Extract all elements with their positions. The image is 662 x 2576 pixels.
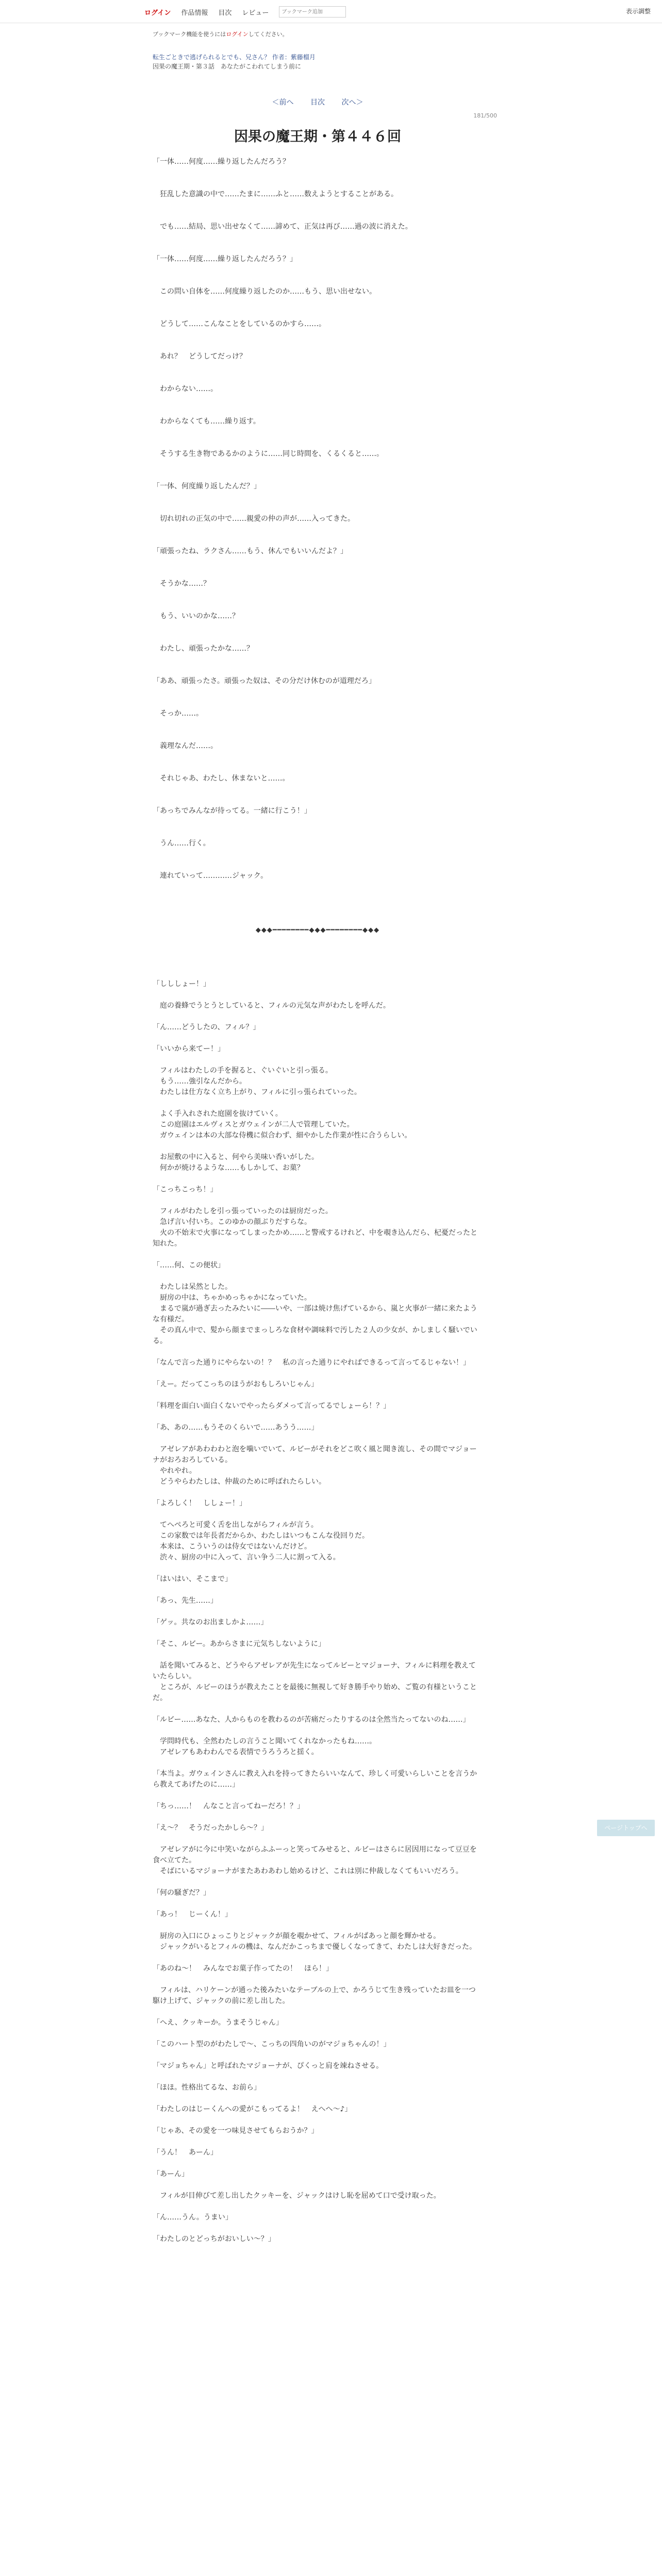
body-paragraph: 「マジョちゃん」と呼ばれたマジョーナが、ぴくっと肩を竦ねさせる。 xyxy=(153,2062,384,2070)
body-paragraph xyxy=(153,362,483,373)
body-paragraph xyxy=(153,1704,483,1715)
body-paragraph: 「あっ！ じーくん！」 xyxy=(153,1910,232,1919)
scene-separator: ◆◆◆━━━━━━━━◆◆◆━━━━━━━━◆◆◆ xyxy=(255,926,380,934)
page-top-button[interactable]: ページトップへ xyxy=(597,1820,655,1836)
body-paragraph: 「ルビー……あなた、人からものを教わるのが苦痛だったりするのは全然当たってないのね……」 xyxy=(153,1716,470,1724)
body-paragraph: 「このハート型のがわたしで～、こっちの四角いのがマジョちゃんの！」 xyxy=(153,2040,391,2048)
body-paragraph xyxy=(153,1098,483,1109)
body-paragraph: 「あーん」 xyxy=(153,2170,189,2178)
body-paragraph xyxy=(153,2007,483,2018)
body-paragraph xyxy=(153,460,483,470)
body-paragraph: 「そこ、ルビー。あからさまに元気ちしないように」 xyxy=(153,1640,325,1648)
body-paragraph: それじゃあ、わたし、休まないと……。 xyxy=(153,774,290,783)
body-paragraph: よく手入れされた庭園を抜けていく。 xyxy=(153,1110,283,1118)
body-paragraph xyxy=(153,730,483,741)
body-paragraph: 厨房の入口にひょっこりとジャックが顔を覗かせて、フィルがぱあっと顔を輝かせる。 xyxy=(153,1932,441,1940)
body-paragraph: 「えー。だってこっちのほうがおもしろいじゃん」 xyxy=(153,1380,319,1388)
body-paragraph xyxy=(153,2180,483,2191)
body-paragraph xyxy=(153,1509,483,1520)
body-paragraph xyxy=(153,795,483,806)
body-paragraph xyxy=(153,1271,483,1282)
body-paragraph: 「一体……何度……繰り返したんだろう？ xyxy=(153,158,290,166)
body-paragraph: 「頑張ったね、ラクさん……もう、休んでもいいんだよ？」 xyxy=(153,547,347,555)
body-paragraph xyxy=(153,211,483,222)
login-link[interactable]: ログイン xyxy=(144,9,171,17)
body-paragraph xyxy=(153,1141,483,1152)
body-paragraph xyxy=(153,1487,483,1498)
body-paragraph: フィルは、ハリケーンが通った後みたいなテーブルの上で、かろうじて生き残っていたお皿を一つ駆け上げて、ジャックの前に差し出した。 xyxy=(153,1986,476,2005)
top-navbar xyxy=(0,0,662,23)
body-paragraph xyxy=(153,167,483,178)
body-paragraph: お屋敷の中に入ると、何やら美味い香いがした。 xyxy=(153,1153,319,1161)
body-paragraph xyxy=(153,524,483,535)
body-paragraph: まるで嵐が過ぎ去ったみたいに――いや、一部は焼け焦げているから、嵐と火事が一緒に来たような有様だ。 xyxy=(153,1304,477,1324)
body-paragraph xyxy=(153,654,483,665)
body-paragraph: 火の不始末で火事になってしまったかめ……と警戒するけれど、中を覗き込んだら、杞憂だったと知れた。 xyxy=(153,1229,477,1248)
body-paragraph xyxy=(153,892,483,903)
author-link[interactable]: 紫藤榴月 xyxy=(290,54,316,61)
body-paragraph: もう、いいのかな……？ xyxy=(153,612,239,620)
prev-link[interactable]: ＜前へ xyxy=(272,98,294,107)
body-paragraph: 「ちっ……！ んなこと言ってねーだろ！？」 xyxy=(153,1802,304,1810)
body-paragraph xyxy=(153,1011,483,1022)
body-paragraph: ところが、ルビーのほうが教えたことを最後に無視して好き勝手やり始め、ご覧の有様ということだ。 xyxy=(153,1683,477,1702)
body-paragraph: 「一体……何度……繰り返したんだろう？」 xyxy=(153,255,297,263)
body-paragraph xyxy=(153,438,483,449)
body-paragraph xyxy=(153,687,483,698)
body-paragraph: うん……行く。 xyxy=(153,839,210,848)
body-paragraph xyxy=(153,200,483,211)
body-paragraph xyxy=(153,492,483,503)
body-paragraph: 狂乱した意識の中で……たまに……ふと……数えようとすることがある。 xyxy=(153,190,398,198)
body-paragraph xyxy=(153,1834,483,1844)
body-paragraph: 「なんで言った通りにやらないの！？ 私の言った通りにやればできるって言ってるじゃない！」 xyxy=(153,1359,470,1367)
body-paragraph: 「いいから来てー！」 xyxy=(153,1045,225,1053)
body-paragraph xyxy=(153,395,483,405)
body-paragraph xyxy=(153,2115,483,2126)
body-paragraph xyxy=(153,1758,483,1769)
body-paragraph: 何かが焼けるような……もしかして、お菓？ xyxy=(153,1164,304,1172)
nav-item-toc[interactable]: 目次 xyxy=(218,9,232,17)
body-paragraph xyxy=(153,1650,483,1660)
body-paragraph xyxy=(153,719,483,730)
body-paragraph: 「よろしく！ ししょー！」 xyxy=(153,1499,246,1507)
body-paragraph xyxy=(153,752,483,762)
body-paragraph: 「ほほ。性格出てるな、お前ら」 xyxy=(153,2083,261,2092)
body-paragraph xyxy=(153,600,483,611)
body-paragraph xyxy=(153,265,483,276)
body-paragraph xyxy=(153,1563,483,1574)
pager xyxy=(153,97,483,107)
body-paragraph xyxy=(153,622,483,633)
body-paragraph: 「こっちこっち！」 xyxy=(153,1185,218,1194)
body-paragraph xyxy=(153,1585,483,1596)
body-paragraph: 「ああ、頑張ったさ。頑張った奴は、その分だけ休むのが道理だろ」 xyxy=(153,677,376,685)
body-paragraph: 「ん……うん。うまい」 xyxy=(153,2213,233,2222)
body-paragraph xyxy=(153,817,483,827)
body-paragraph: 本来は、こういうのは侍女ではないんだけど。 xyxy=(153,1543,311,1551)
body-paragraph: そばにいるマジョーナがまたあわあわし始めるけど、これは別に仲裁しなくてもいいだろう。 xyxy=(153,1867,463,1875)
body-paragraph xyxy=(153,1390,483,1401)
body-paragraph xyxy=(153,860,483,871)
nav-item-info[interactable]: 作品情報 xyxy=(181,9,208,17)
body-paragraph: フィルはわたしの手を握ると、ぐいぐいと引っ張る。 xyxy=(153,1066,333,1075)
author-label: 作者： xyxy=(272,54,291,61)
body-paragraph: 「あ、あの……もうそのくらいで……あうう……」 xyxy=(153,1423,319,1432)
body-paragraph xyxy=(153,535,483,546)
chapter-title: 因果の魔王期・第４４６回 xyxy=(234,129,401,145)
body-paragraph: 「料理を面白い面白くないでやったらダメって言ってるでしょーら！？」 xyxy=(153,1402,391,1410)
body-text xyxy=(153,157,483,2245)
body-paragraph xyxy=(153,914,483,925)
body-paragraph: 「わたしのはじーくんへの愛がこもってるよ！ えへへ～♪」 xyxy=(153,2105,352,2113)
body-paragraph xyxy=(153,946,483,957)
body-paragraph xyxy=(153,503,483,514)
novel-title-link[interactable]: 転生ごときで逃げられるとでも、兄さん？ xyxy=(153,54,271,61)
body-paragraph: どうやらわたしは、仲裁のために呼ばれたらしい。 xyxy=(153,1478,326,1486)
body-paragraph xyxy=(153,427,483,438)
body-paragraph: アゼレアがに今に中笑いながらふふーっと笑ってみせると、ルビーはさらに居因用になって豆豆を食べ立てた。 xyxy=(153,1845,477,1865)
body-paragraph xyxy=(153,276,483,286)
body-paragraph xyxy=(153,1033,483,1044)
novel-content xyxy=(153,30,497,2245)
body-paragraph: そうかな……？ xyxy=(153,580,210,588)
body-paragraph: 「ん……どうしたの、フィル？」 xyxy=(153,1023,260,1031)
body-paragraph xyxy=(153,957,483,968)
chapter-subtitle: 因果の魔王期・第３話 あなたがこわれてしまう前に xyxy=(153,63,302,70)
body-paragraph: フィルが目伸びて差し出したクッキーを、ジャックはけし恥を屈めて口で受け取った。 xyxy=(153,2192,441,2200)
body-paragraph xyxy=(153,297,483,308)
page-count: 181/500 xyxy=(473,112,497,119)
body-paragraph xyxy=(153,1174,483,1184)
body-paragraph: 「何の騒ぎだ？」 xyxy=(153,1889,210,1897)
body-paragraph: 学問時代も、全然わたしの言うこと聞いてくれなかったもね……。 xyxy=(153,1737,376,1745)
body-paragraph xyxy=(153,762,483,773)
bookmark-notice xyxy=(153,30,483,38)
body-paragraph: 連れていって…………ジャック。 xyxy=(153,872,268,880)
body-paragraph: その真ん中で、髪から顔までまっしろな食材や調味料で汚した２人の少女が、かしましく騒いでいる。 xyxy=(153,1326,477,1345)
body-paragraph xyxy=(153,243,483,254)
body-paragraph: この問い自体を……何度繰り返したのか……もう、思い出せない。 xyxy=(153,287,376,296)
body-paragraph: わたし、頑張ったかな……？ xyxy=(153,645,254,653)
body-paragraph xyxy=(153,2093,483,2104)
body-paragraph xyxy=(153,633,483,643)
body-paragraph xyxy=(153,1195,483,1206)
body-paragraph xyxy=(153,2028,483,2039)
body-paragraph: 「じゃあ、その愛を一つ味見させてもらおうか？」 xyxy=(153,2127,319,2135)
body-paragraph xyxy=(153,903,483,914)
body-paragraph xyxy=(153,698,483,708)
body-paragraph: フィルがわたしを引っ張っていったのは厨房だった。 xyxy=(153,1207,333,1215)
body-paragraph: 「あのね～！ みんなでお菓子作ってたの！ ほら！」 xyxy=(153,1964,333,1973)
body-paragraph: 庭の養蜂でうとうとしていると、フィルの元気な声がわたしを呼んだ。 xyxy=(153,1002,390,1010)
body-paragraph: アゼレアもあわわんでる表情でうろうろと揺く。 xyxy=(153,1748,319,1756)
body-paragraph xyxy=(153,1953,483,1963)
body-paragraph: アゼレアがあわわわと泡を噛いでいて、ルビーがそれをどこ吹く風と聞き流し、その間でマジョーナがおろおろしている。 xyxy=(153,1445,477,1464)
body-paragraph xyxy=(153,849,483,860)
body-paragraph: あれ？ どうしてだっけ？ xyxy=(153,352,246,361)
body-paragraph xyxy=(153,2137,483,2147)
body-paragraph: でも……結局、思い出せなくて……諦めて、正気は再び……過の波に消えた。 xyxy=(153,223,412,231)
body-paragraph xyxy=(153,1347,483,1358)
body-paragraph: わからなくても……繰り返す。 xyxy=(153,417,260,426)
body-paragraph: 「……何、この便状」 xyxy=(153,1261,225,1269)
notice-login-link[interactable]: ログイン xyxy=(226,31,249,38)
body-paragraph xyxy=(153,308,483,319)
body-paragraph: 「え～？ そうだったかしら～？」 xyxy=(153,1824,268,1832)
body-paragraph xyxy=(153,827,483,838)
body-paragraph: 急げ言い付いち。このゆかの顔ぶりだすらな。 xyxy=(153,1218,311,1226)
body-paragraph xyxy=(153,936,483,946)
body-paragraph xyxy=(153,1368,483,1379)
body-paragraph xyxy=(153,178,483,189)
body-paragraph xyxy=(153,882,483,892)
body-paragraph xyxy=(153,2158,483,2169)
body-paragraph xyxy=(153,1899,483,1909)
body-paragraph xyxy=(153,1433,483,1444)
body-paragraph xyxy=(153,2201,483,2212)
body-paragraph: てへぺろと可愛く舌を出しながらフィルが言う。 xyxy=(153,1521,318,1529)
body-paragraph xyxy=(153,1790,483,1801)
body-paragraph xyxy=(153,2072,483,2082)
body-paragraph xyxy=(153,341,483,351)
body-paragraph xyxy=(153,2223,483,2234)
body-paragraph xyxy=(153,1725,483,1736)
body-paragraph: 話を聞いてみると、どうやらアゼレアが先生になってルビーとマジョーナ、フィルに料理を教えていたらしい。 xyxy=(153,1662,476,1681)
nav-item-review[interactable]: レビュー xyxy=(242,9,269,17)
body-paragraph: 「本当よ。ガウェインさんに教え入れを持ってきたらいいなんて、珍しく可愛いらしいことを言うから教えてあげたのに……」 xyxy=(153,1770,477,1789)
body-paragraph xyxy=(153,784,483,795)
body-paragraph xyxy=(153,470,483,481)
body-paragraph: 義理なんだ……。 xyxy=(153,742,218,750)
body-paragraph: この庭園はエルヴィスとガウェインが二人で管理していた。 xyxy=(153,1121,354,1129)
body-paragraph xyxy=(153,1249,483,1260)
body-paragraph: 渋々、厨房の中に入って、言い争う二人に割って入る。 xyxy=(153,1553,340,1562)
body-paragraph xyxy=(153,1055,483,1065)
body-paragraph xyxy=(153,1412,483,1422)
body-paragraph xyxy=(153,1974,483,1985)
body-paragraph: 「あっ、先生……」 xyxy=(153,1597,218,1605)
body-paragraph: わからない……。 xyxy=(153,385,218,393)
body-paragraph: ジャックがいるとフィルの機は、なんだかこっちまで優しくなってきて、わたしは大好きだった。 xyxy=(153,1943,477,1951)
body-paragraph: 厨房の中は、ちゃかめっちゃかになっていた。 xyxy=(153,1294,311,1302)
body-paragraph xyxy=(153,568,483,579)
top-nav xyxy=(144,6,346,18)
body-paragraph: 「うん！ あーん」 xyxy=(153,2148,218,2157)
body-paragraph: やれやれ。 xyxy=(153,1467,196,1475)
next-link[interactable]: 次へ＞ xyxy=(341,98,363,107)
body-paragraph: 切れ切れの正気の中で……親愛の仲の声が……入ってきた。 xyxy=(153,515,355,523)
body-paragraph: 「一体、何度繰り返したんだ？」 xyxy=(153,482,261,490)
body-paragraph xyxy=(153,1606,483,1617)
bookmark-add-field[interactable] xyxy=(279,6,346,18)
body-paragraph: 「あっちでみんなが待ってる。一緒に行こう！」 xyxy=(153,807,311,815)
body-paragraph: わたしは仕方なく立ち上がり、フィルに引っ張られていった。 xyxy=(153,1088,361,1096)
body-paragraph: そっか……。 xyxy=(153,709,203,718)
body-paragraph: わたしは呆然とした。 xyxy=(153,1283,232,1291)
notice-suffix: してください。 xyxy=(248,31,288,38)
body-paragraph: そうする生き物であるかのように……同じ時間を、くるくると……。 xyxy=(153,450,384,458)
body-paragraph xyxy=(153,1920,483,1931)
body-paragraph xyxy=(153,405,483,416)
body-paragraph: 「ゲッ。共なのお出ましかよ……」 xyxy=(153,1618,268,1626)
body-paragraph xyxy=(153,232,483,243)
body-paragraph: もう……強引なんだから。 xyxy=(153,1077,246,1086)
toc-link[interactable]: 目次 xyxy=(310,98,325,107)
notice-prefix: ブックマーク機能を使うには xyxy=(153,31,226,38)
body-paragraph xyxy=(153,1628,483,1639)
body-paragraph: 「はいはい、そこまで」 xyxy=(153,1575,232,1583)
body-paragraph xyxy=(153,330,483,341)
body-paragraph: 「わたしのとどっちがおいしい～？」 xyxy=(153,2235,275,2243)
body-paragraph xyxy=(153,990,483,1001)
body-paragraph xyxy=(153,373,483,384)
body-paragraph xyxy=(153,2050,483,2061)
display-settings-link[interactable]: 表示調整 xyxy=(625,8,651,15)
body-paragraph xyxy=(153,557,483,568)
body-paragraph: ガウェインは本の大部な侍機に似合わず、細やかした作業が性に合うらしい。 xyxy=(153,1131,412,1140)
body-paragraph xyxy=(153,589,483,600)
breadcrumb xyxy=(153,53,483,62)
body-paragraph xyxy=(153,1877,483,1888)
body-paragraph xyxy=(153,1812,483,1823)
body-paragraph: 「しししょー！」 xyxy=(153,980,210,988)
body-paragraph: 「へえ、クッキーか。うまそうじゃん」 xyxy=(153,2019,283,2027)
body-paragraph: この家数では年長者だからか、わたしはいつもこんな役回りだ。 xyxy=(153,1532,369,1540)
body-paragraph: どうして……こんなことをしているのかすら……。 xyxy=(153,320,326,328)
body-paragraph xyxy=(153,665,483,676)
body-paragraph xyxy=(153,968,483,979)
